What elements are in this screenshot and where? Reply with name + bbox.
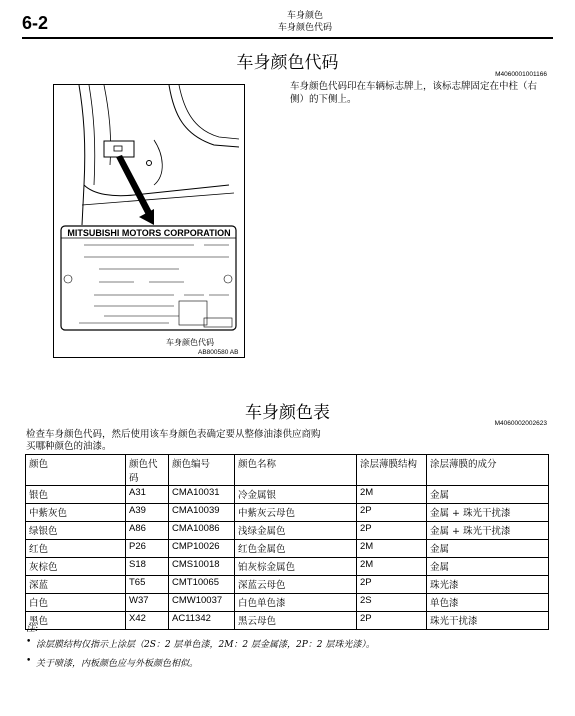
cell-number: CMS10018: [169, 558, 235, 576]
table-row: [26, 558, 549, 576]
cell-number: CMA10086: [169, 522, 235, 540]
header-color-code: 颜色代码: [126, 455, 169, 486]
cell-color: 中紫灰色: [26, 504, 126, 522]
section2-code: M4060002002623: [494, 420, 547, 427]
cell-color: 深蓝: [26, 576, 126, 594]
cell-name: 中紫灰云母色: [235, 504, 357, 522]
cell-number: CMA10039: [169, 504, 235, 522]
note-item: [26, 656, 199, 669]
cell-structure: 2S: [357, 594, 427, 612]
cell-code: A86: [126, 522, 169, 540]
id-plate-figure: [53, 84, 245, 358]
section-title-color-code: 车身颜色代码: [236, 53, 339, 73]
cell-name: 黑云母色: [235, 612, 357, 630]
cell-code: A39: [126, 504, 169, 522]
cell-color: 绿银色: [26, 522, 126, 540]
page-number: 6-2: [22, 13, 49, 33]
cell-code: X42: [126, 612, 169, 630]
bullet-icon: •: [26, 656, 32, 666]
cell-color: 灰棕色: [26, 558, 126, 576]
cell-number: CMA10031: [169, 486, 235, 504]
header-color-number: 颜色编号: [169, 455, 235, 486]
cell-name: 深蓝云母色: [235, 576, 357, 594]
cell-structure: 2P: [357, 576, 427, 594]
cell-name: 冷金属银: [235, 486, 357, 504]
cell-composition: 珠光漆: [427, 576, 549, 594]
cell-structure: 2M: [357, 486, 427, 504]
section-code: M4060001001166: [495, 71, 547, 78]
table-row: [26, 576, 549, 594]
header-section: 车身颜色代码: [277, 23, 332, 33]
header-color-name: 颜色名称: [235, 455, 357, 486]
table-row: [26, 504, 549, 522]
cell-composition: 金属: [427, 540, 549, 558]
cell-composition: 金属: [427, 558, 549, 576]
cell-composition: 金属 + 珠光干扰漆: [427, 504, 549, 522]
table-header-row: [26, 455, 549, 486]
table-row: [26, 594, 549, 612]
table-row: [26, 522, 549, 540]
cell-code: P26: [126, 540, 169, 558]
cell-color: 黑色: [26, 612, 126, 630]
cell-name: 浅绿金属色: [235, 522, 357, 540]
cell-code: W37: [126, 594, 169, 612]
section-title-color-table: 车身颜色表: [245, 403, 330, 423]
cell-name: 红色金属色: [235, 540, 357, 558]
table-row: [26, 540, 549, 558]
color-table: [25, 454, 549, 630]
notes-title: 注:: [26, 624, 39, 634]
header-color: 颜色: [26, 455, 126, 486]
header-film-composition: 涂层薄膜的成分: [427, 455, 549, 486]
header-film-structure: 涂层薄膜结构: [357, 455, 427, 486]
cell-structure: 2P: [357, 522, 427, 540]
cell-number: CMT10065: [169, 576, 235, 594]
cell-composition: 珠光干扰漆: [427, 612, 549, 630]
cell-structure: 2M: [357, 558, 427, 576]
cell-structure: 2P: [357, 612, 427, 630]
header-rule: [22, 37, 553, 39]
cell-structure: 2P: [357, 504, 427, 522]
pillar-illustration: [54, 85, 244, 357]
cell-code: T65: [126, 576, 169, 594]
table-intro: 检查车身颜色代码，然后使用该车身颜色表确定要从整修油漆供应商购买哪种颜色的油漆。: [26, 429, 321, 452]
cell-code: S18: [126, 558, 169, 576]
cell-composition: 金属 + 珠光干扰漆: [427, 522, 549, 540]
cell-number: CMP10026: [169, 540, 235, 558]
header-chapter: 车身颜色: [286, 11, 323, 21]
cell-number: CMW10037: [169, 594, 235, 612]
cell-color: 红色: [26, 540, 126, 558]
cell-code: A31: [126, 486, 169, 504]
plate-title: MITSUBISHI MOTORS CORPORATION: [67, 228, 231, 238]
cell-composition: 金属: [427, 486, 549, 504]
bullet-icon: •: [26, 637, 32, 647]
note-text: 涂层膜结构仅指示上涂层（2S：2 层单色漆，2M：2 层金属漆，2P：2 层珠光漆）。: [36, 640, 375, 650]
note-item: [26, 637, 375, 650]
cell-name: 白色单色漆: [235, 594, 357, 612]
figure-caption: 车身颜色代码: [166, 338, 214, 347]
section-description: 车身颜色代码印在车辆标志牌上，该标志牌固定在中柱（右侧）的下侧上。: [290, 81, 538, 105]
cell-structure: 2M: [357, 540, 427, 558]
cell-number: AC11342: [169, 612, 235, 630]
cell-color: 银色: [26, 486, 126, 504]
figure-code: AB800580 AB: [198, 349, 239, 356]
cell-name: 铂灰棕金属色: [235, 558, 357, 576]
note-text: 关于喷漆，内板颜色应与外板颜色相似。: [36, 659, 199, 669]
table-row: [26, 486, 549, 504]
table-row: [26, 612, 549, 630]
cell-color: 白色: [26, 594, 126, 612]
cell-composition: 单色漆: [427, 594, 549, 612]
